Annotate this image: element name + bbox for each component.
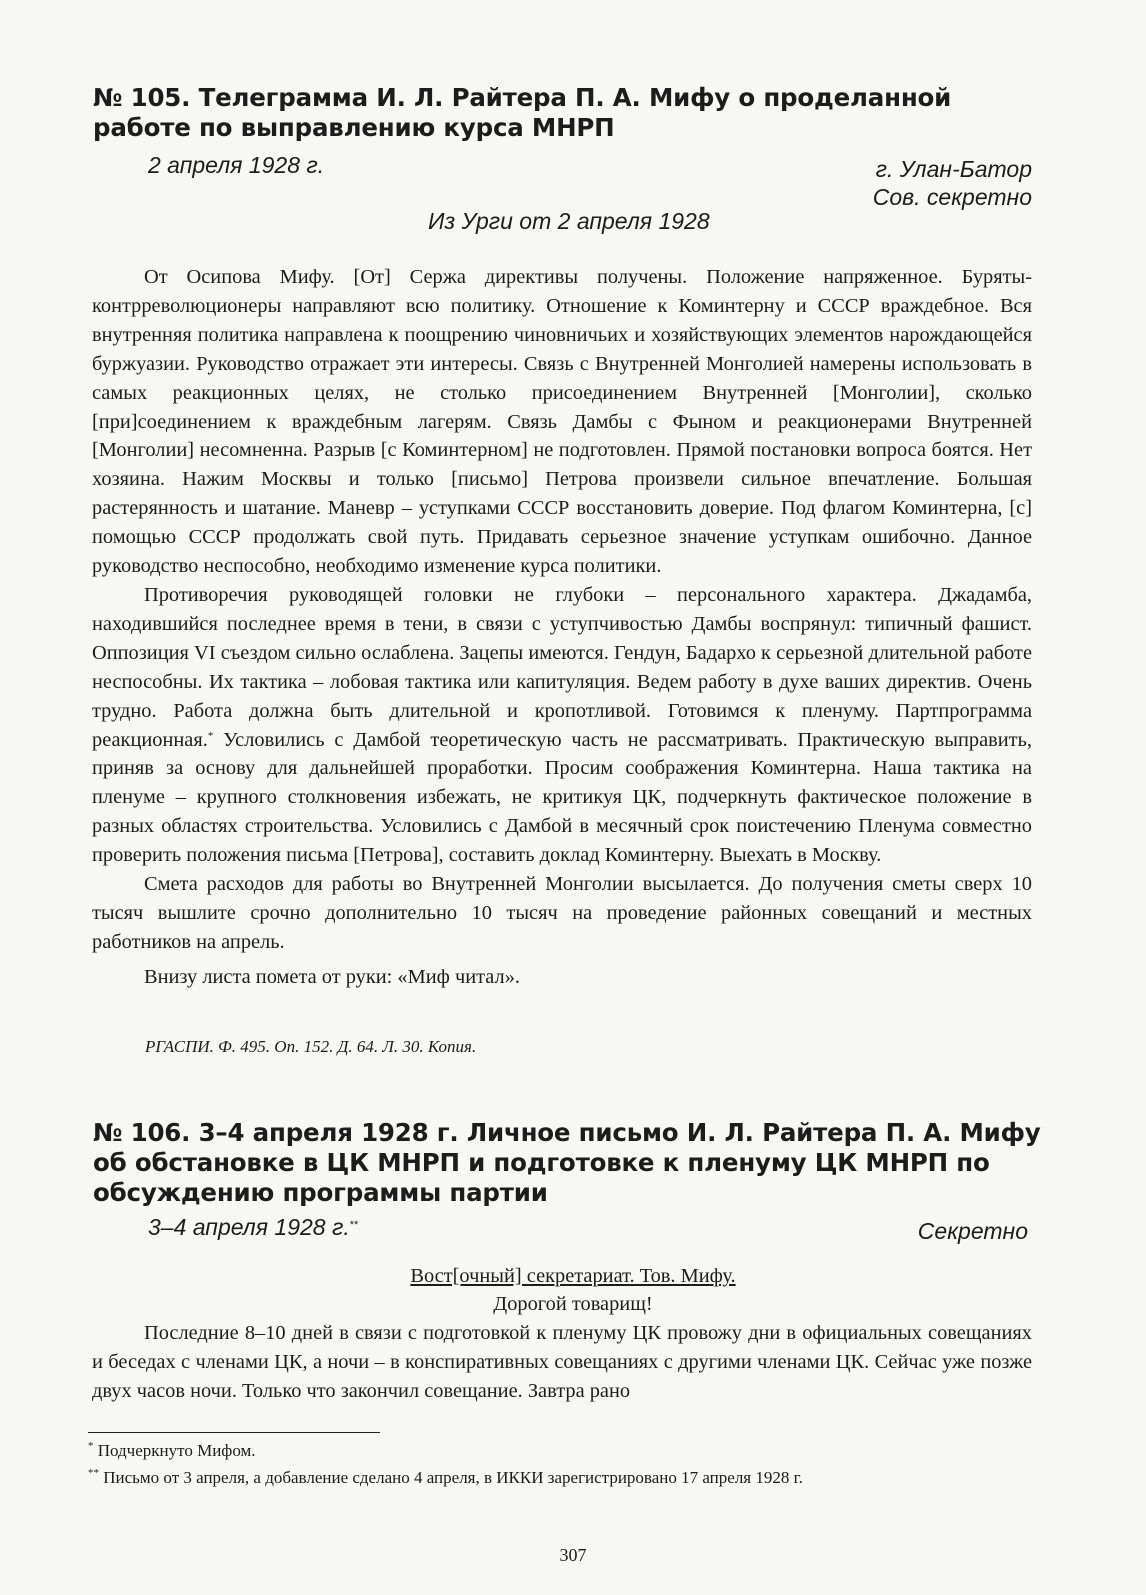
doc-106-salutation: Дорогой товарищ! bbox=[493, 1293, 653, 1315]
footnote-2-text: Письмо от 3 апреля, а добавление сделано 4 апреля, в ИККИ зарегистрировано 17 апреля 1928 г. bbox=[99, 1468, 803, 1487]
doc-106-classification: Секретно bbox=[917, 1218, 1028, 1244]
doc-105-note: Внизу листа помета от руки: «Миф читал». bbox=[144, 965, 520, 988]
doc-106-body bbox=[92, 1319, 1032, 1406]
doc-105-archive-reference: РГАСПИ. Ф. 495. Оп. 152. Д. 64. Л. 30. Копия. bbox=[145, 1037, 477, 1056]
doc-106-heading: № 106. 3–4 апреля 1928 г. Личное письмо И. Л. Райтера П. А. Мифу об обстановке в ЦК МНРП и подготовке к пленуму ЦК МНРП по обсуждению программы партии bbox=[93, 1118, 1041, 1207]
doc-106-address bbox=[0, 1262, 1146, 1290]
doc-105-origin: Из Урги от 2 апреля 1928 bbox=[428, 208, 710, 234]
footnote-ref-1: * bbox=[207, 729, 214, 742]
doc-105-paragraph-2 bbox=[92, 581, 1032, 870]
doc-106-date bbox=[148, 1213, 358, 1241]
doc-105-place: г. Улан-Батор bbox=[875, 156, 1032, 182]
doc-105-paragraph-2-part-a: Противоречия руководящей головки не глубоки – персонального характера. Джадамба, находившийся последнее время в тени, в связи с уступчивостью Дамбы воспрянул: типичный фашист. Оппозиция VI съездом сильно ослаблена. Зацепы имеются. Гендун, Бадархо к серьезной длительной работе неспособны. Их тактика – лобовая тактика или капитуляция. Ведем работу в духе ваших директив. Очень трудно. Работа должна быть длительной и кропотливой. Готовимся к пленуму. Партпрограмма реакционная. bbox=[92, 583, 1032, 751]
doc-106-address-text: Вост[очный] секретариат. Тов. Мифу. bbox=[410, 1265, 736, 1287]
doc-105-heading: № 105. Телеграмма И. Л. Райтера П. А. Мифу о проделанной работе по выправлению курса МНРП bbox=[93, 83, 952, 142]
page-number: 307 bbox=[559, 1545, 587, 1565]
doc-105-body bbox=[92, 263, 1032, 992]
doc-106-date-text: 3–4 апреля 1928 г. bbox=[148, 1214, 350, 1240]
doc-105-classification: Сов. секретно bbox=[872, 184, 1032, 210]
footnote-1 bbox=[88, 1440, 256, 1462]
doc-105-date: 2 апреля 1928 г. bbox=[148, 152, 325, 178]
footnote-ref-2: ** bbox=[349, 1219, 359, 1231]
doc-105-paragraph-3: Смета расходов для работы во Внутренней Монголии высылается. До получения сметы сверх 10 тысяч вышлите срочно дополнительно 10 тысяч на проведение районных совещаний и местных работников на апрель. bbox=[92, 873, 1032, 953]
footnote-2-mark: ** bbox=[88, 1467, 99, 1479]
doc-105-paragraph-1: От Осипова Мифу. [От] Сержа директивы получены. Положение напряженное. Буряты-контрреволюционеры направляют всю политику. Отношение к Коминтерну и СССР враждебное. Вся внутренняя политика направлена к поощрению чиновничьих и хозяйствующих элементов нарождающейся буржуазии. Руководство отражает эти интересы. Связь с Внутренней Монголией намерены использовать в самых реакционных целях, не столько присоединением Внутренней [Монголии], сколько [при]соединением к враждебным лагерям. Связь Дамбы с Фыном и реакционерами Внутренней [Монголии] несомненна. Разрыв [с Коминтерном] не подготовлен. Прямой постановки вопроса боятся. Нет хозяина. Нажим Москвы и только [письмо] Петрова произвели сильное впечатление. Большая растерянность и шатание. Маневр – уступками СССР восстановить доверие. Под флагом Коминтерна, [с] помощью СССР продолжать свой путь. Придавать серьезное значение уступкам ошибочно. Данное руководство неспособно, необходимо изменение курса политики. bbox=[92, 266, 1032, 578]
footnote-1-text: Подчеркнуто Мифом. bbox=[93, 1441, 256, 1460]
footnote-1-mark: * bbox=[88, 1440, 94, 1452]
doc-106-paragraph-1: Последние 8–10 дней в связи с подготовкой к пленуму ЦК провожу дни в официальных совещаниях и беседах с членами ЦК, а ночи – в конспиративных совещаниях с другими членами ЦК. Сейчас уже позже двух часов ночи. Только что закончил совещание. Завтра рано bbox=[92, 1322, 1032, 1402]
footnote-2 bbox=[88, 1467, 803, 1489]
footnote-divider bbox=[88, 1432, 380, 1433]
doc-105-paragraph-2-part-b: Условились с Дамбой теоретическую часть не рассматривать. Практическую выправить, приняв за основу для дальнейшей проработки. Просим соображения Коминтерна. Наша тактика на пленуме – крупного столкновения избежать, не критикуя ЦК, подчеркнуть фактическое положение в разных областях строительства. Условились с Дамбой в месячный срок поистечению Пленума совместно проверить положения письма [Петрова], составить доклад Коминтерну. Выехать в Москву. bbox=[92, 728, 1032, 867]
